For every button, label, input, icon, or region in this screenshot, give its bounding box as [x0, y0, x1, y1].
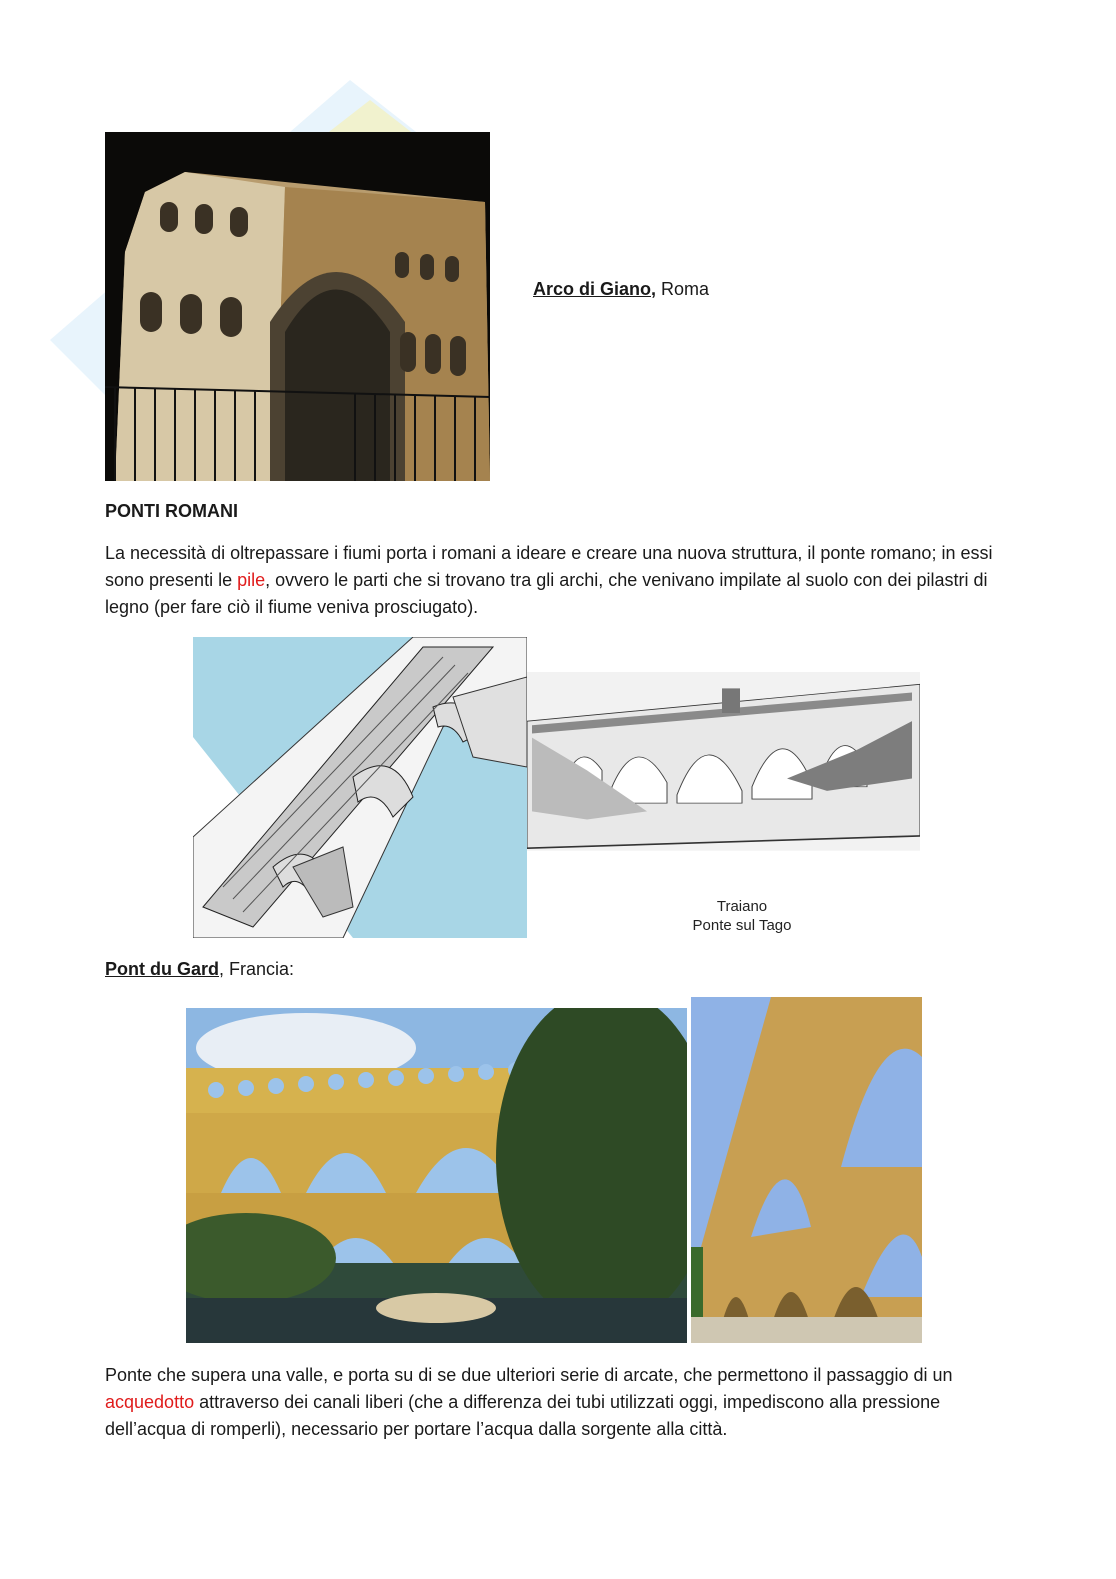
pont-du-gard-side-photo — [691, 997, 922, 1343]
pont-du-gard-suffix: , Francia: — [219, 959, 295, 979]
ponti-text-after: , ovvero le parti che si trovano tra gli archi, che venivano impilate al suolo con dei pilastri di legno (per fare ciò il fiume veniva prosciugato). — [105, 570, 988, 617]
gard-text-after: attraverso dei canali liberi (che a differenza dei tubi utilizzati oggi, impediscono alla pressione dell’acqua di romperli), necessario per portare l’acqua dalla sorgente alla città. — [105, 1392, 941, 1439]
roman-bridge-diagram — [193, 637, 527, 938]
arco-di-giano-photo — [105, 132, 490, 481]
ponti-text-before: La necessità di oltrepassare i fiumi porta i romani a ideare e creare una nuova struttura, il ponte romano; in essi sono presenti le — [105, 543, 993, 590]
pont-du-gard-paragraph — [105, 1362, 1005, 1443]
ponti-paragraph — [105, 540, 1005, 621]
tago-caption — [667, 897, 817, 935]
gard-text-before: Ponte che supera una valle, e porta su di se due ulteriori serie di arcate, che permettono il passaggio di un — [105, 1365, 953, 1385]
tago-caption-line2: Ponte sul Tago — [692, 917, 792, 934]
ponti-romani-heading: PONTI ROMANI — [105, 501, 238, 521]
pont-du-gard-photo — [186, 1008, 687, 1343]
arco-caption — [533, 278, 709, 300]
arco-title: Arco di Giano, — [533, 279, 657, 299]
pile-highlight: pile — [237, 570, 266, 590]
pont-du-gard-title: Pont du Gard — [105, 959, 219, 979]
acquedotto-highlight: acquedotto — [105, 1392, 195, 1412]
pont-du-gard-caption — [105, 958, 294, 980]
tago-caption-line1: Traiano — [716, 898, 768, 915]
arco-place: Roma — [656, 279, 710, 299]
ponte-sul-tago-image — [527, 672, 920, 938]
